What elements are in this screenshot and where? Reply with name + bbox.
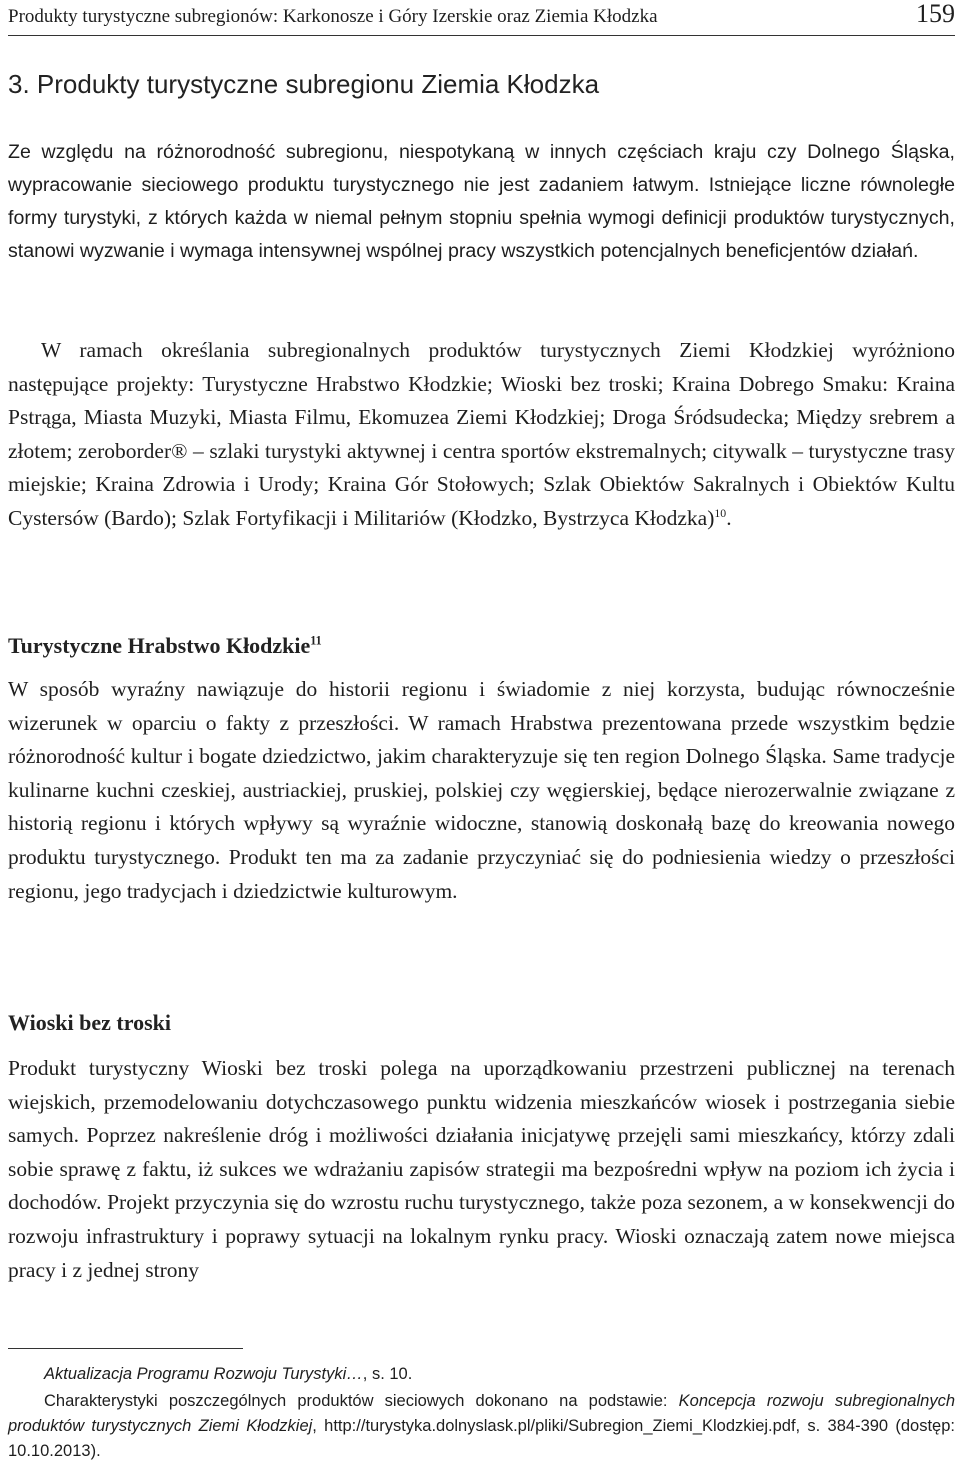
footnote-ref-11[interactable]: 11 (310, 633, 322, 648)
footnote-10-title: Aktualizacja Programu Rozwoju Turystyki… (44, 1365, 363, 1383)
footnote-10-rest: , s. 10. (362, 1365, 413, 1383)
footnote-11-title: Koncepcja rozwoju subregionalnych produktów turystycznych Ziemi Kłodzkiej (8, 1392, 955, 1435)
header-rule (8, 35, 955, 36)
intro-paragraph-1: Ze względu na różnorodność subregionu, niespotykaną w innych częściach kraju czy Dolnego Śląska, wypracowanie sieciowego produktu turystycznego nie jest zadaniem łatwym. Istniejące liczne równoległe formy turystyki, z których każda w niemal pełnym stopniu spełnia wymogi definicji produktów turystycznych, stanowi wyzwanie i wymaga intensywnej wspólnej pracy wszystkich potencjalnych beneficjentów działań. (8, 141, 955, 262)
page-number: 159 (916, 0, 955, 28)
footnote-ref-10[interactable]: 10 (714, 505, 727, 520)
hrabstwo-text (8, 673, 955, 908)
footnote-rule (8, 1348, 243, 1349)
heading-hrabstwo-text: Turystyczne Hrabstwo Kłodzkie (8, 633, 311, 658)
hrabstwo-paragraph: W sposób wyraźny nawiązuje do historii regionu i świadomie z niej korzysta, budując równocześnie wizerunek w oparciu o fakty z przeszłości. W ramach Hrabstwa prezentowana przede wszystkim będzie różnorodność kultur i bogate dziedzictwo, jakim charakteryzuje się ten region Dolnego Śląska. Same tradycje kulinarne kuchni czeskiej, austriackiej, pruskiej, polskiej czy węgierskiej, będące nierozerwalnie związane z historią regionu i których wpływy są wyraźnie widoczne, stanowią doskonałą bazę do kreowania nowego produktu turystycznego. Produkt ten ma za zadanie przyczyniać się do podniesienia wiedzy o przeszłości regionu, jego tradycjach i dziedzictwie kulturowym. (8, 677, 955, 903)
projects-paragraph-end: . (726, 505, 732, 530)
heading-hrabstwo (8, 631, 955, 661)
footnote-10 (8, 1362, 955, 1387)
heading-wioski: Wioski bez troski (8, 1010, 171, 1035)
footnote-11 (8, 1389, 955, 1464)
projects-paragraph (8, 334, 955, 536)
projects-paragraph-text: W ramach określania subregionalnych produktów turystycznych Ziemi Kłodzkiej wyróżniono następujące projekty: Turystyczne Hrabstwo Kłodzkie; Wioski bez troski; Kraina Dobrego Smaku: Kraina Pstrąga, Miasta Muzyki, Miasta Filmu, Ekomuzea Ziemi Kłodzkiej; Droga Śródsudecka; Między srebrem a złotem; zeroborder® – szlaki turystyki aktywnej i centra sportów ekstremalnych; citywalk – turystyczne trasy miejskie; Kraina Zdrowia i Urody; Kraina Gór Stołowych; Szlak Obiektów Sakralnych i Obiektów Kultu Cystersów (Bardo); Szlak Fortyfikacji i Militariów (Kłodzko, Bystrzyca Kłodzka) (8, 338, 955, 530)
footnote-11-text: Charakterystyki poszczególnych produktów sieciowych dokonano na podstawie: (44, 1392, 679, 1410)
section-title: 3. Produkty turystyczne subregionu Ziemia Kłodzka (8, 69, 600, 99)
footnotes (8, 1362, 955, 1464)
wioski-text (8, 1052, 955, 1287)
intro-text (8, 136, 955, 268)
footnote-11-rest: , http://turystyka.dolnyslask.pl/pliki/Subregion_Ziemi_Klodzkiej.pdf, s. 384-390 (dostęp: 10.10.2013). (8, 1417, 955, 1460)
projects-text (8, 334, 955, 536)
wioski-paragraph: Produkt turystyczny Wioski bez troski polega na uporządkowaniu przestrzeni publicznej na terenach wiejskich, przemodelowaniu dotychczasowego punktu widzenia mieszkańców wiosek i postrzegania siebie samych. Poprzez nakreślenie dróg i możliwości działania inicjatywę przejęli sami mieszkańcy, którzy zdali sobie sprawę z faktu, iż sukces we wdrażaniu zapisów strategii ma bezpośredni wpływ na poziom ich życia i dochodów. Projekt przyczynia się do wzrostu ruchu turystycznego, także poza sezonem, a w konsekwencji do rozwoju infrastruktury i poprawy sytuacji na lokalnym rynku pracy. Wioski oznaczają zatem nowe miejsca pracy i z jednej strony (8, 1056, 955, 1282)
running-header (8, 0, 955, 30)
running-header-title: Produkty turystyczne subregionów: Karkonosze i Góry Izerskie oraz Ziemia Kłodzka (8, 6, 658, 27)
